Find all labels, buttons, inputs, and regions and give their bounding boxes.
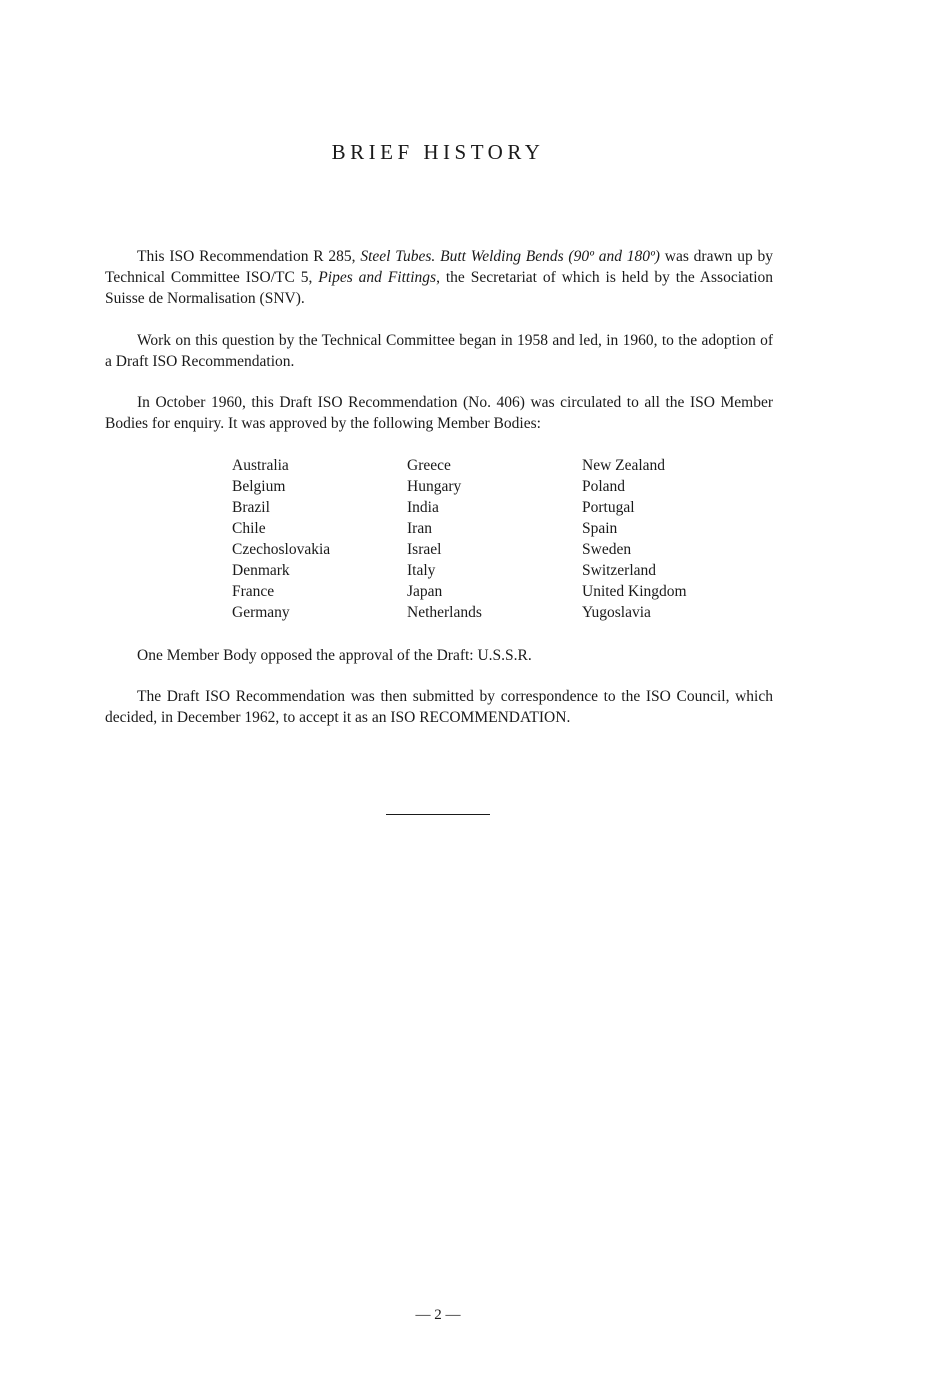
member-body: Brazil — [232, 499, 270, 516]
committee-name: Pipes and Fittings — [318, 269, 437, 286]
paragraph-origin-mid: was drawn up by Technical Committee ISO/TC 5, — [105, 248, 774, 286]
member-body: Yugoslavia — [582, 604, 651, 621]
member-body: Japan — [407, 583, 443, 600]
member-body: Portugal — [582, 499, 635, 516]
member-body: Iran — [407, 520, 432, 537]
member-body: Italy — [407, 562, 436, 579]
paragraph-origin-lead: This ISO Recommendation R 285, — [137, 248, 361, 265]
member-body: Switzerland — [582, 562, 657, 579]
paragraph-work: Work on this question by the Technical Committee began in 1958 and led, in 1960, to the adoption of a Draft ISO Recommendation. — [105, 332, 773, 370]
page-title: BRIEF HISTORY — [331, 140, 545, 164]
member-body: Greece — [407, 457, 451, 474]
member-body: Israel — [407, 541, 442, 558]
member-body: France — [232, 583, 275, 600]
paragraph-circulation: In October 1960, this Draft ISO Recommendation (No. 406) was circulated to all the ISO Member Bodies for enquiry. It was approved by the following Member Bodies: — [105, 394, 773, 432]
paragraph-opposition: One Member Body opposed the approval of the Draft: U.S.S.R. — [137, 647, 532, 664]
standard-title: Steel Tubes. Butt Welding Bends (90º and 180º) — [360, 248, 660, 265]
paragraph-acceptance: The Draft ISO Recommendation was then submitted by correspondence to the ISO Council, which decided, in December 1962, to accept it as an ISO RECOMMENDATION. — [105, 688, 773, 726]
member-body: Chile — [232, 520, 266, 537]
member-body: Netherlands — [407, 604, 482, 621]
member-body: India — [407, 499, 439, 516]
member-body: United Kingdom — [582, 583, 687, 600]
member-body: Hungary — [407, 478, 462, 495]
member-body: Poland — [582, 478, 626, 495]
member-body: Belgium — [232, 478, 286, 495]
paragraph-origin-tail: , the Secretariat of which is held by the Association Suisse de Normalisation (SNV). — [105, 269, 773, 307]
member-body: Sweden — [582, 541, 632, 558]
page-number: — 2 — — [415, 1307, 461, 1323]
member-bodies-list — [232, 455, 792, 623]
member-body: Czechoslovakia — [232, 541, 331, 558]
paragraph-origin — [105, 246, 773, 309]
member-body: Germany — [232, 604, 290, 621]
member-body: Spain — [582, 520, 618, 537]
member-body: Denmark — [232, 562, 290, 579]
section-divider — [386, 814, 490, 815]
member-body: Australia — [232, 457, 289, 474]
member-body: New Zealand — [582, 457, 666, 474]
